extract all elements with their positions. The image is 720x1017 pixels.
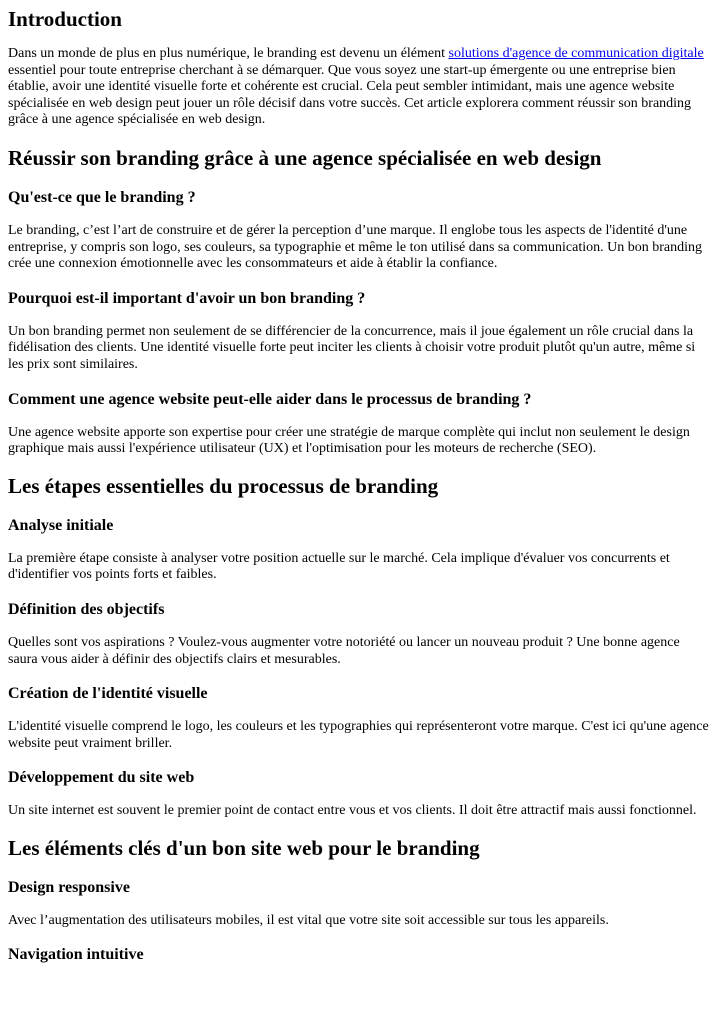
paragraph-visual-identity: L'identité visuelle comprend le logo, les couleurs et les typographies qui représenteront votre marque. C'est ici qu'une agence website peut vraiment briller. [8,719,709,751]
intro-text-before-link: Dans un monde de plus en plus numérique, le branding est devenu un élément [8,46,449,61]
subheading-why-branding-important: Pourquoi est-il important d'avoir un bon branding ? [8,289,366,307]
section-heading-branding-steps: Les étapes essentielles du processus de branding [8,473,439,498]
paragraph-why-branding-important: Un bon branding permet non seulement de se différencier de la concurrence, mais il joue également un rôle crucial dans la fidélisation des clients. Une identité visuelle forte peut inciter les clients à choisir votre produit plutôt qu'un autre, même si les prix sont similaires. [8,323,696,372]
paragraph-initial-analysis: La première étape consiste à analyser votre position actuelle sur le marché. Cela implique d'évaluer vos concurrents et d'identifier vos points forts et faibles. [8,550,670,583]
subheading-intuitive-navigation: Navigation intuitive [8,946,144,964]
agency-solutions-link[interactable]: solutions d'agence de communication digitale [448,46,704,61]
paragraph-responsive-design: Avec l’augmentation des utilisateurs mobiles, il est vital que votre site soit accessible sur tous les appareils. [8,912,609,928]
paragraph-how-agency-helps: Une agence website apporte son expertise pour créer une stratégie de marque complète qui inclut non seulement le design graphique mais aussi l'expérience utilisateur (UX) et l'optimisation pour les moteurs de recherche (SEO). [8,424,690,457]
subheading-responsive-design: Design responsive [8,878,130,896]
subheading-visual-identity: Création de l'identité visuelle [8,685,208,703]
intro-paragraph [8,46,712,129]
paragraph-objectives: Quelles sont vos aspirations ? Voulez-vous augmenter votre notoriété ou lancer un nouveau produit ? Une bonne agence saura vous aider à définir des objectifs clairs et mesurables. [8,634,680,667]
section-heading-key-website-elements: Les éléments clés d'un bon site web pour le branding [8,835,480,860]
subheading-objectives: Définition des objectifs [8,600,165,618]
subheading-what-is-branding: Qu'est-ce que le branding ? [8,188,196,206]
paragraph-what-is-branding: Le branding, c’est l’art de construire et de gérer la perception d’une marque. Il englobe tous les aspects de l'identité d'une entreprise, y compris son logo, ses couleurs, sa typographie et même le ton utilisé dans sa communication. Un bon branding crée une connexion émotionnelle avec les consommateurs et aide à établir la confiance. [8,222,703,272]
subheading-how-agency-helps: Comment une agence website peut-elle aider dans le processus de branding ? [8,390,532,408]
paragraph-website-development: Un site internet est souvent le premier point de contact entre vous et vos clients. Il doit être attractif mais aussi fonctionnel. [8,803,697,819]
intro-heading: Introduction [8,7,122,31]
section-heading-branding-agency: Réussir son branding grâce à une agence spécialisée en web design [8,145,602,170]
subheading-website-development: Développement du site web [8,769,195,787]
intro-text-after-link: essentiel pour toute entreprise cherchant à se démarquer. Que vous soyez une start-up émergente ou une entreprise bien établie, avoir une identité visuelle forte et cohérente est crucial. Cela peut sembler intimidant, mais une agence website spécialisée en web design peut jouer un rôle décisif dans votre succès. Cet article explorera comment réussir son branding grâce à une agence spécialisée en web design. [8,62,692,128]
subheading-initial-analysis: Analyse initiale [8,516,114,534]
